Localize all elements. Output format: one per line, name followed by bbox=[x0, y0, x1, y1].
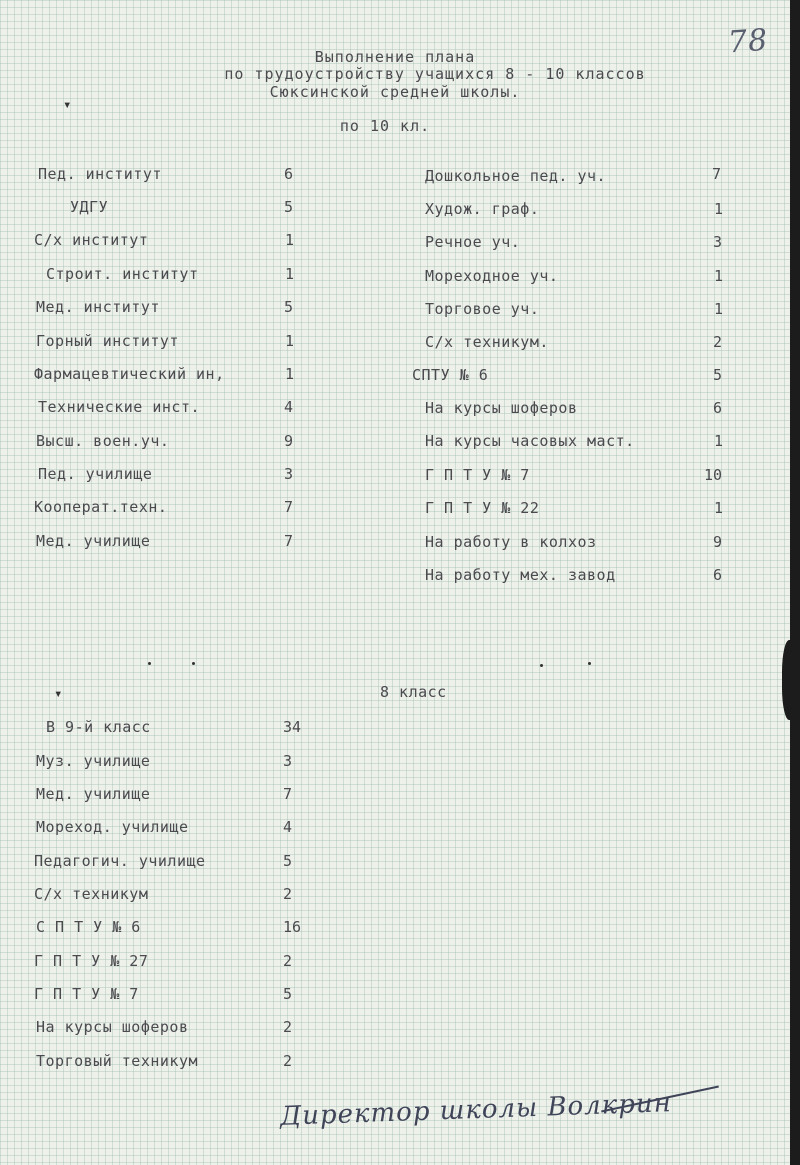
left-row-count: 5 bbox=[284, 198, 294, 216]
left-row-count: 1 bbox=[285, 265, 295, 283]
right-row-count: 1 bbox=[714, 200, 724, 218]
section-title-grade8: 8 класс bbox=[380, 683, 447, 701]
scan-edge bbox=[790, 0, 800, 1165]
left-row-count: 7 bbox=[284, 498, 294, 516]
left-row-count: 1 bbox=[285, 365, 295, 383]
right-row-count: 9 bbox=[713, 533, 723, 551]
right-row-label: СПТУ № 6 bbox=[412, 366, 489, 384]
left-row-label: УДГУ bbox=[70, 198, 109, 216]
grade8-row-count: 7 bbox=[283, 785, 293, 803]
right-row-label: Г П Т У № 22 bbox=[425, 499, 540, 517]
right-row-count: 2 bbox=[713, 333, 723, 351]
right-row-label: На курсы часовых маст. bbox=[425, 432, 635, 450]
grade8-row-count: 3 bbox=[283, 752, 293, 770]
left-row-label: Кооперат.техн. bbox=[34, 498, 168, 516]
right-row-label: Мореходное уч. bbox=[425, 267, 559, 285]
grade8-row-count: 34 bbox=[283, 718, 302, 736]
left-row-label: Мед. институт bbox=[36, 298, 160, 316]
left-row-label: С/х институт bbox=[34, 231, 149, 249]
right-row-count: 3 bbox=[713, 233, 723, 251]
grade8-row-count: 5 bbox=[283, 852, 293, 870]
grade8-row-count: 2 bbox=[283, 1018, 293, 1036]
scan-edge-notch bbox=[782, 640, 800, 720]
grade8-row-label: Муз. училище bbox=[36, 752, 151, 770]
right-row-count: 6 bbox=[713, 566, 723, 584]
right-row-label: Худож. граф. bbox=[425, 200, 540, 218]
grade8-row-label: Г П Т У № 7 bbox=[34, 985, 139, 1003]
right-row-count: 5 bbox=[713, 366, 723, 384]
left-row-label: Пед. институт bbox=[38, 165, 162, 183]
left-row-count: 1 bbox=[285, 332, 295, 350]
school-name: Сюксинской средней школы. bbox=[269, 83, 521, 101]
right-row-count: 1 bbox=[714, 300, 724, 318]
left-row-count: 9 bbox=[284, 432, 294, 450]
right-row-count: 6 bbox=[713, 399, 723, 417]
director-signature: Директор школы Волкрин bbox=[279, 1088, 673, 1132]
right-row-label: На работу в колхоз bbox=[425, 533, 597, 551]
grade8-row-label: Мед. училище bbox=[36, 785, 151, 803]
left-row-count: 3 bbox=[284, 465, 294, 483]
grade8-row-count: 2 bbox=[283, 952, 293, 970]
doc-title: Выполнение плана bbox=[314, 48, 476, 66]
grade8-row-label: Торговый техникум bbox=[36, 1052, 199, 1070]
left-row-count: 1 bbox=[285, 231, 295, 249]
left-row-label: Горный институт bbox=[36, 332, 179, 350]
grade8-row-label: В 9-й класс bbox=[46, 718, 151, 736]
right-row-label: Торговое уч. bbox=[425, 300, 540, 318]
page-number: 78 bbox=[726, 22, 770, 61]
grade8-row-label: Педагогич. училище bbox=[34, 852, 206, 870]
grade8-row-label: Мореход. училище bbox=[36, 818, 189, 836]
doc-subtitle: по трудоустройству учащихся 8 - 10 классов bbox=[224, 65, 646, 83]
left-row-label: Технические инст. bbox=[38, 398, 201, 416]
right-row-count: 1 bbox=[714, 432, 724, 450]
margin-mark: ▾ bbox=[63, 97, 72, 113]
left-row-label: Мед. училище bbox=[36, 532, 151, 550]
left-row-label: Строит. институт bbox=[46, 265, 199, 283]
right-row-label: С/х техникум. bbox=[425, 333, 549, 351]
section-title-grade10: по 10 кл. bbox=[339, 117, 431, 135]
left-row-label: Фармацевтический ин, bbox=[34, 365, 225, 383]
grade8-row-count: 5 bbox=[283, 985, 293, 1003]
ink-dot bbox=[148, 662, 151, 665]
left-row-count: 4 bbox=[284, 398, 294, 416]
grade8-row-count: 16 bbox=[283, 918, 302, 936]
right-row-label: На работу мех. завод bbox=[425, 566, 616, 584]
right-row-label: Речное уч. bbox=[425, 233, 521, 251]
grade8-row-label: Г П Т У № 27 bbox=[34, 952, 149, 970]
grade8-row-label: На курсы шоферов bbox=[36, 1018, 189, 1036]
ink-dot bbox=[540, 664, 543, 667]
right-row-count: 7 bbox=[712, 165, 722, 183]
grade8-row-count: 2 bbox=[283, 885, 293, 903]
right-row-count: 1 bbox=[714, 499, 724, 517]
right-row-count: 1 bbox=[714, 267, 724, 285]
right-row-count: 10 bbox=[704, 466, 723, 484]
left-row-label: Высш. воен.уч. bbox=[36, 432, 170, 450]
left-row-count: 5 bbox=[284, 298, 294, 316]
ink-dot bbox=[192, 662, 195, 665]
left-row-count: 7 bbox=[284, 532, 294, 550]
grade8-row-count: 2 bbox=[283, 1052, 293, 1070]
ink-dot bbox=[588, 662, 591, 665]
grade8-row-label: С/х техникум bbox=[34, 885, 149, 903]
grade8-row-count: 4 bbox=[283, 818, 293, 836]
right-row-label: На курсы шоферов bbox=[425, 399, 578, 417]
right-row-label: Г П Т У № 7 bbox=[425, 466, 530, 484]
grade8-row-label: С П Т У № 6 bbox=[36, 918, 141, 936]
left-row-label: Пед. училище bbox=[38, 465, 153, 483]
left-row-count: 6 bbox=[284, 165, 294, 183]
margin-mark: ▾ bbox=[54, 686, 63, 702]
right-row-label: Дошкольное пед. уч. bbox=[425, 167, 607, 185]
